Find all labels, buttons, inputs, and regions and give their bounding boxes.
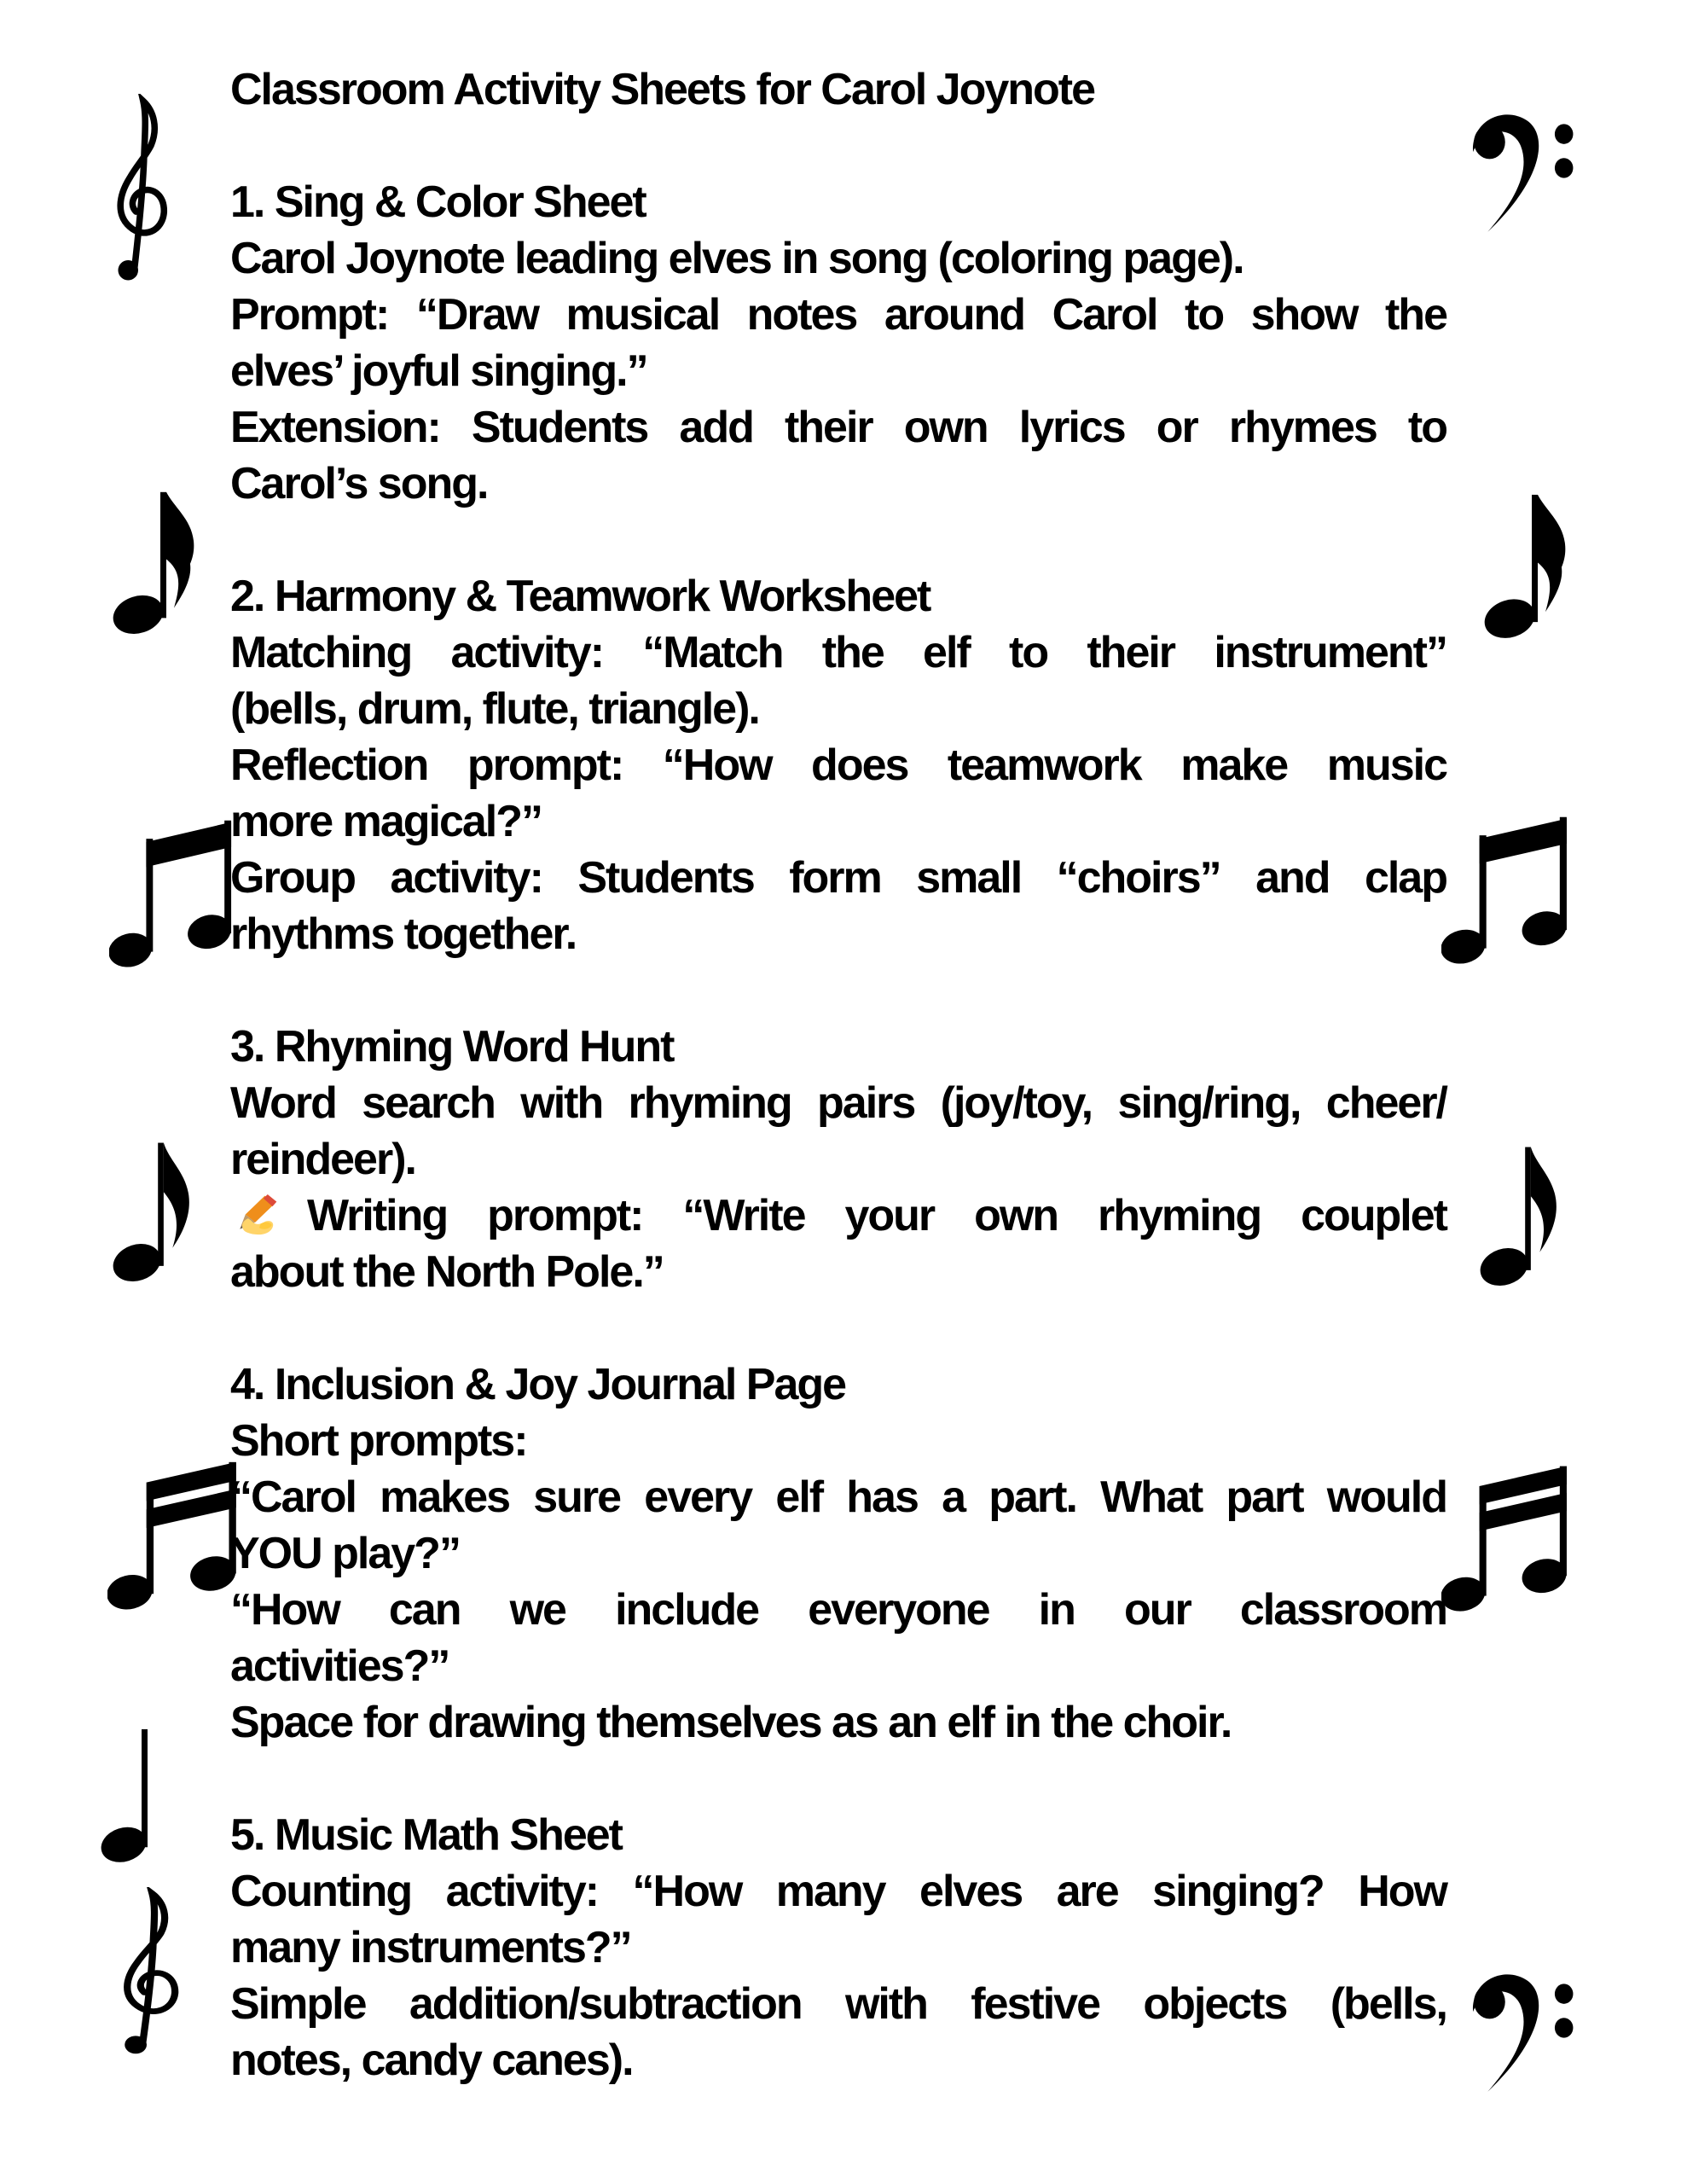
- blank-line: [230, 1751, 1446, 1807]
- beamed-eighth-notes-icon: [109, 812, 235, 970]
- text-line: Counting activity: “How many elves are singing? How: [230, 1867, 1446, 1916]
- writing-hand-icon: [237, 1194, 281, 1237]
- sixteenth-note-icon: [1484, 485, 1569, 642]
- text-line: Simple addition/subtraction with festive objects (bells,: [230, 1979, 1446, 2029]
- text-line: rhythms together.: [230, 909, 577, 959]
- bass-clef-icon: [1460, 104, 1580, 239]
- text-line: about the North Pole.”: [230, 1247, 664, 1297]
- text-line: reindeer).: [230, 1135, 415, 1184]
- text-line: Group activity: Students form small “choirs” and clap: [230, 853, 1446, 903]
- blank-line: [230, 1300, 1446, 1356]
- text-line: activities?”: [230, 1641, 449, 1691]
- text-line: (bells, drum, flute, triangle).: [230, 684, 759, 734]
- section-5-heading: 5. Music Math Sheet: [230, 1810, 622, 1860]
- text-line-content: Writing prompt: “Write your own rhyming couplet: [307, 1191, 1446, 1240]
- section-1-heading: 1. Sing & Color Sheet: [230, 177, 646, 227]
- beamed-sixteenth-notes-icon: [107, 1449, 241, 1613]
- quarter-note-icon: [101, 1725, 169, 1864]
- treble-clef-icon: [102, 94, 174, 287]
- text-line: YOU play?”: [230, 1529, 460, 1578]
- text-line: many instruments?”: [230, 1923, 631, 1972]
- text-line: Extension: Students add their own lyrics or rhymes to: [230, 403, 1446, 452]
- beamed-sixteenth-notes-icon: [1441, 1453, 1571, 1615]
- blank-line: [230, 118, 1446, 174]
- text-line: Matching activity: “Match the elf to their instrument”: [230, 628, 1446, 677]
- eighth-note-icon: [1480, 1137, 1561, 1289]
- text-line: Carol Joynote leading elves in song (coloring page).: [230, 234, 1244, 283]
- page-title: Classroom Activity Sheets for Carol Joynote: [230, 65, 1095, 114]
- text-line: Reflection prompt: “How does teamwork make music: [230, 741, 1446, 790]
- beamed-eighth-notes-icon: [1441, 809, 1571, 967]
- text-column: [230, 61, 1446, 2088]
- blank-line: [230, 962, 1446, 1019]
- text-line: Prompt: “Draw musical notes around Carol to show the: [230, 290, 1446, 340]
- text-line: notes, candy canes).: [230, 2036, 633, 2085]
- section-3-heading: 3. Rhyming Word Hunt: [230, 1022, 674, 1072]
- text-line: “Carol makes sure every elf has a part. What part would: [230, 1472, 1446, 1522]
- text-line: “How can we include everyone in our classroom: [230, 1585, 1446, 1635]
- section-4-heading: 4. Inclusion & Joy Journal Page: [230, 1360, 846, 1409]
- text-line: more magical?”: [230, 797, 542, 846]
- blank-line: [230, 512, 1446, 568]
- bass-clef-icon: [1460, 1964, 1580, 2099]
- sixteenth-note-icon: [113, 482, 198, 637]
- text-line: elves’ joyful singing.”: [230, 346, 647, 396]
- section-2-heading: 2. Harmony & Teamwork Worksheet: [230, 572, 930, 621]
- text-line: Carol’s song.: [230, 459, 488, 508]
- eighth-note-icon: [113, 1133, 194, 1285]
- treble-clef-icon: [107, 1887, 186, 2059]
- text-line: Word search with rhyming pairs (joy/toy, sing/ring, cheer/: [230, 1078, 1446, 1128]
- text-line: Short prompts:: [230, 1416, 527, 1466]
- text-line: [230, 1188, 1446, 1244]
- text-line: Space for drawing themselves as an elf in the choir.: [230, 1698, 1232, 1747]
